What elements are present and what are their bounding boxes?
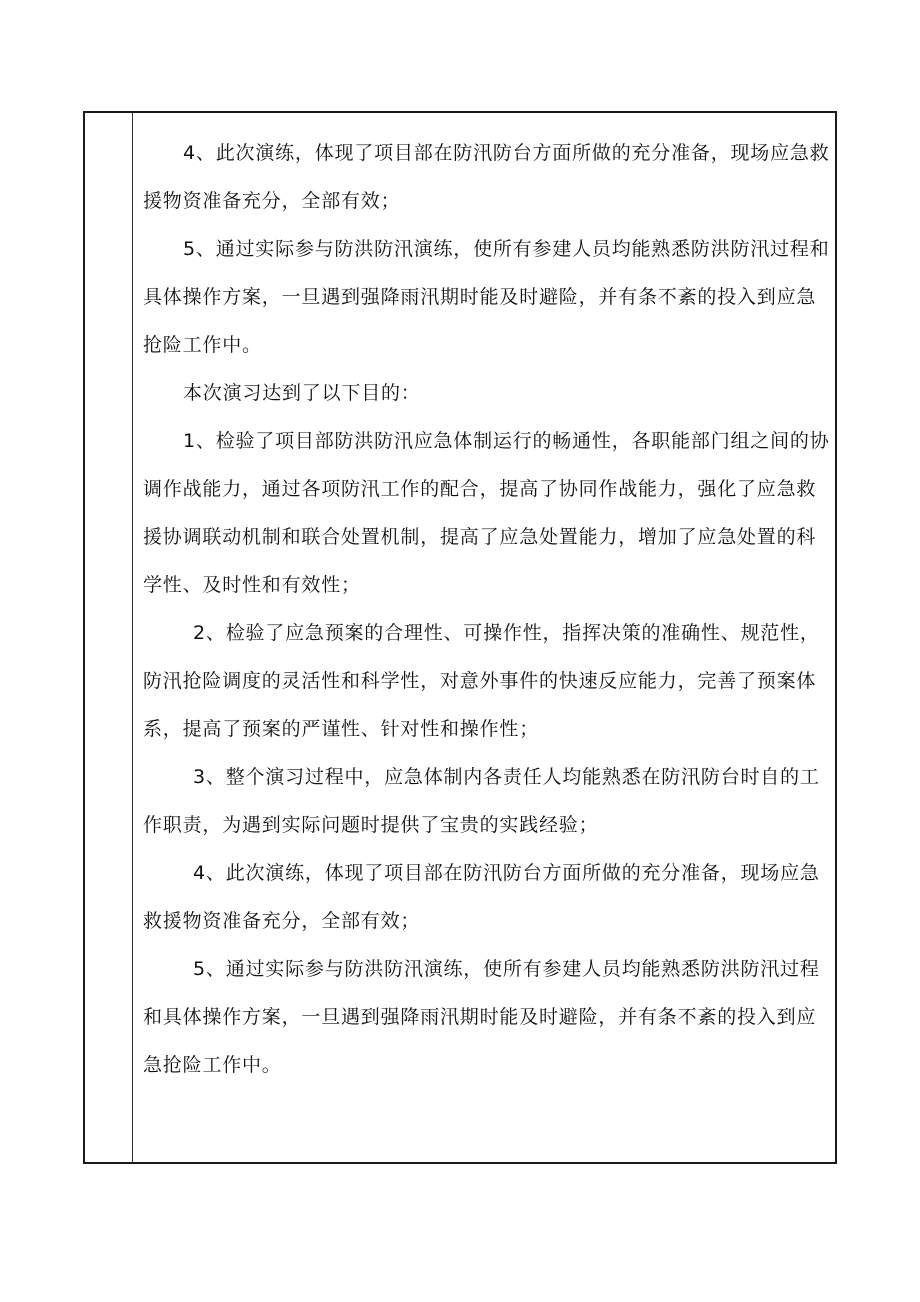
paragraph-purpose-3: 3、整个演习过程中，应急体制内各责任人均能熟悉在防汛防台时自的工作职责，为遇到实际问题时提供了宝贵的实践经验；: [143, 766, 820, 836]
paragraph-purpose-2: 2、检验了应急预案的合理性、可操作性，指挥决策的准确性、规范性，防汛抢险调度的灵活性和科学性，对意外事件的快速反应能力，完善了预案体系，提高了预案的严谨性、针对性和操作性；: [143, 622, 820, 740]
content-cell: [133, 113, 835, 1162]
paragraph-purpose-4: 4、此次演练，体现了项目部在防汛防台方面所做的充分准备，现场应急救援物资准备充分，全部有效；: [143, 862, 820, 932]
paragraph-purpose-heading: 本次演习达到了以下目的：: [183, 382, 421, 404]
paragraph-purpose-1: 1、检验了项目部防洪防汛应急体制运行的畅通性，各职能部门组之间的协调作战能力，通过各项防汛工作的配合，提高了协同作战能力，强化了应急救援协调联动机制和联合处置机制，提高了应急处置能力，增加了应急处置的科学性、及时性和有效性；: [143, 430, 830, 596]
paragraph-item-5: 5、通过实际参与防洪防汛演练，使所有参建人员均能熟悉防洪防汛过程和具体操作方案，一旦遇到强降雨汛期时能及时避险，并有条不紊的投入到应急抢险工作中。: [143, 238, 830, 356]
paragraph-item-4: 4、此次演练，体现了项目部在防汛防台方面所做的充分准备，现场应急救援物资准备充分，全部有效；: [143, 142, 830, 212]
document-table: [83, 111, 837, 1164]
label-column-cell: [85, 113, 133, 1162]
paragraph-purpose-5: 5、通过实际参与防洪防汛演练，使所有参建人员均能熟悉防洪防汛过程和具体操作方案，一旦遇到强降雨汛期时能及时避险，并有条不紊的投入到应急抢险工作中。: [143, 958, 820, 1076]
